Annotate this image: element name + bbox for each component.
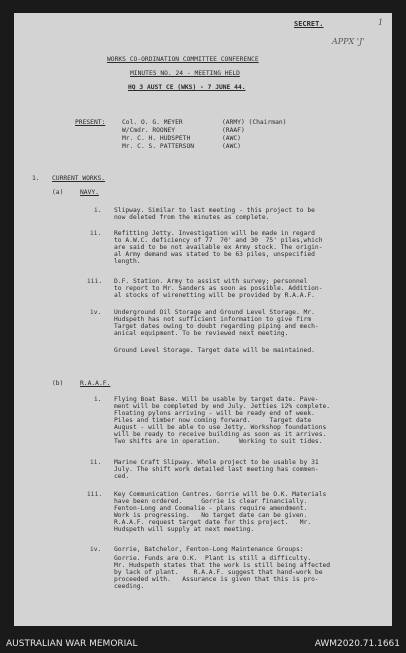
appendix-annotation: APPX 'J' <box>332 37 365 46</box>
present-org-0: (ARMY) (Chairman) <box>222 119 287 126</box>
navy-item-line: to report to Mr. Sanders as soon as possible. Addition- <box>114 285 323 292</box>
present-label: PRESENT: <box>75 119 106 126</box>
title-line-3: HQ 3 AUST CE (WKS) - 7 JUNE 44. <box>128 84 246 91</box>
raaf-item-line: R.A.A.F. request target date for this project. Mr. <box>114 519 312 526</box>
navy-item-line: anical equipment. To be reviewed next meeting. <box>114 330 289 337</box>
raaf-item-line: have been ordered. Gorrie is clear financially. <box>114 498 308 505</box>
present-org-2: (AWC) <box>222 135 241 142</box>
navy-item-line: Target dates owing to doubt regarding piping and mech- <box>114 323 319 330</box>
raaf-item-num: iv. <box>90 546 102 553</box>
secret-label: SECRET. <box>294 20 324 28</box>
document-page <box>14 13 392 626</box>
raaf-item-num: ii. <box>90 459 102 466</box>
navy-item-line: to A.W.C. deficiency of 77 70' and 30 75' piles,which <box>114 237 323 244</box>
page-number: 1 <box>378 18 384 27</box>
raaf-item-line: by lack of plant. R.A.A.F. suggest that hand-work be <box>114 569 323 576</box>
subsection-a-heading: NAVY. <box>80 189 99 196</box>
title-line-2: MINUTES NO. 24 - MEETING HELD <box>130 70 240 77</box>
navy-item-num: ii. <box>90 230 102 237</box>
navy-item-num: iii. <box>87 278 103 285</box>
archive-footer <box>0 634 406 653</box>
raaf-item-line: proceeded with. Assurance is given that this is pro- <box>114 576 319 583</box>
raaf-item-line: will be ready to receive building as soon as it arrives. <box>114 431 327 438</box>
raaf-item-line: August - will be able to use Jetty. Workshop foundations <box>114 424 327 431</box>
subsection-a-label: (a) <box>52 189 64 196</box>
raaf-item-line: Piles and timber now coming forward. Target date <box>114 417 312 424</box>
navy-item-line: length. <box>114 258 141 265</box>
present-org-1: (RAAF) <box>222 127 245 134</box>
navy-item-num: i. <box>94 207 102 214</box>
raaf-item-line: Flying Boat Base. Will be usable by target date. Pave- <box>114 396 319 403</box>
navy-item-line: al Army demand was stated to be 63 piles, unspecified <box>114 251 315 258</box>
raaf-item-line: ment will be completed by end July. Jetties 12% complete. <box>114 403 331 410</box>
navy-item-line: are said to be not available ex Army stock. The origin- <box>114 244 323 251</box>
raaf-item-line: Gorrie, Batchelor, Fenton-Long Maintenance Groups: <box>114 546 304 553</box>
raaf-item-line: July. The shift work detailed last meeting has commen- <box>114 466 319 473</box>
raaf-item-line: Fenton-Long and Coomalie - plans require amendment. <box>114 505 308 512</box>
raaf-item-line: ced. <box>114 473 130 480</box>
raaf-item-num: i. <box>94 396 102 403</box>
raaf-item-line: Marine Craft Slipway. Whole project to be usable by 31 <box>114 459 319 466</box>
present-name-2: Mr. C. H. HUDSPETH <box>122 135 191 142</box>
raaf-item-line: Key Communication Centres. Gorrie will be O.K. Materials <box>114 491 327 498</box>
footer-institution: AUSTRALIAN WAR MEMORIAL <box>6 639 138 649</box>
title-line-1: WORKS CO-ORDINATION COMMITTEE CONFERENCE <box>107 56 259 63</box>
navy-item-line: D.F. Station. Army to assist with survey; personnel <box>114 278 308 285</box>
raaf-item-line: Mr. Hudspeth states that the work is still being affected <box>114 562 331 569</box>
subsection-b-heading: R.A.A.F. <box>80 380 111 387</box>
navy-item-line: al stocks of wirenetting will be provided by R.A.A.F. <box>114 292 315 299</box>
raaf-item-line: ceeding. <box>114 583 145 590</box>
subsection-b-label: (b) <box>52 380 64 387</box>
navy-item-line: Refitting Jetty. Investigation will be made in regard <box>114 230 315 237</box>
section-1-heading: CURRENT WORKS. <box>52 175 106 182</box>
present-name-0: Col. O. G. MEYER <box>122 119 183 126</box>
navy-item-line: Underground Oil Storage and Ground Level Storage. Mr. <box>114 309 315 316</box>
section-1-number: 1. <box>32 175 40 182</box>
raaf-item-line: Floating pylons arriving - will be ready end of week. <box>114 410 315 417</box>
present-org-3: (AWC) <box>222 143 241 150</box>
ground-level-storage-line: Ground Level Storage. Target date will be maintained. <box>114 347 315 354</box>
navy-item-line: Slipway. Similar to last meeting - this project to be <box>114 207 315 214</box>
raaf-item-line: Hudspeth will supply at next meeting. <box>114 526 255 533</box>
present-name-1: W/Cmdr. ROONEY <box>122 127 176 134</box>
present-name-3: Mr. C. S. PATTERSON <box>122 143 195 150</box>
navy-item-line: Hudspeth has not sufficient information to give firm <box>114 316 312 323</box>
raaf-item-line: Gorrie. Funds are O.K. Plant is still a difficulty. <box>114 555 312 562</box>
navy-item-num: iv. <box>90 309 102 316</box>
raaf-item-line: Two shifts are in operation. Working to suit tides. <box>114 438 323 445</box>
raaf-item-num: iii. <box>87 491 103 498</box>
navy-item-line: now deleted from the minutes as complete. <box>114 214 270 221</box>
raaf-item-line: Work is progressing. No target date can be given. <box>114 512 308 519</box>
footer-accession-number: AWM2020.71.1661 <box>314 639 400 649</box>
